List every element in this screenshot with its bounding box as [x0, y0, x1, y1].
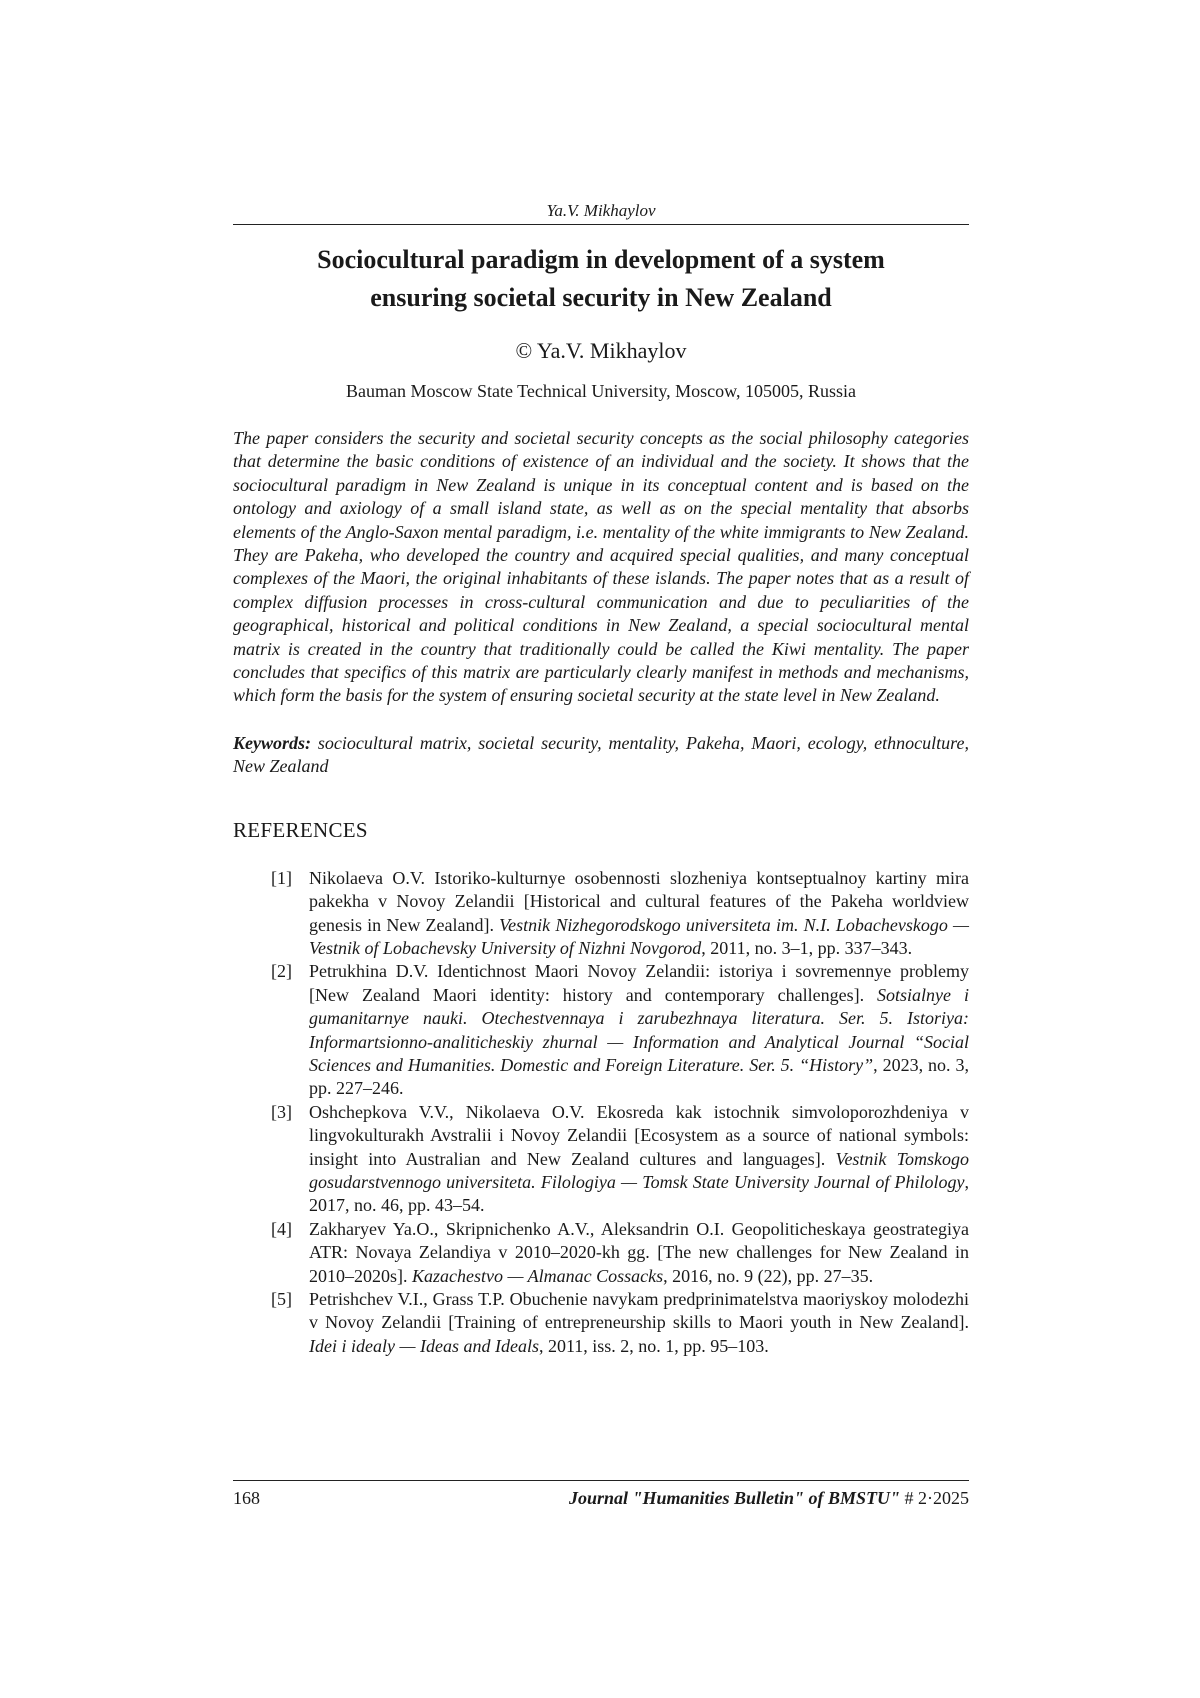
reference-item — [233, 960, 969, 1100]
keywords — [233, 732, 969, 779]
reference-item — [233, 1218, 969, 1288]
reference-text: Oshchepkova V.V., Nikolaeva O.V. Ekosreda kak istochnik simvoloporozhdeniya v lingvokulturakh Avstralii i Novoy Zelandii [Ecosystem as a source of national symbols: insight into Australian and New Zealand cultures and languages]. — [309, 1101, 969, 1169]
title-line-1: Sociocultural paradigm in development of a system — [317, 245, 885, 274]
abstract: The paper considers the security and societal security concepts as the social philosophy categories that determine the basic conditions of existence of an individual and the society. It shows that the sociocultural paradigm in New Zealand is unique in its conceptual content and is based on the ontology and axiology of a small island state, as well as on the special mentality that absorbs elements of the Anglo-Saxon mental paradigm, i.e. mentality of the white immigrants to New Zealand. They are Pakeha, who developed the country and acquired special qualities, and many conceptual complexes of the Maori, the original inhabitants of these islands. The paper notes that as a result of complex diffusion processes in cross-cultural communication and due to peculiarities of the geographical, historical and political conditions in New Zealand, a special sociocultural mental matrix is created in the country that traditionally could be called the Kiwi mentality. The paper concludes that specifics of this matrix are particularly clearly manifest in methods and mechanisms, which form the basis for the system of ensuring societal security at the state level in New Zealand. — [233, 428, 969, 706]
author: © Ya.V. Mikhaylov — [515, 338, 687, 363]
journal-info — [569, 1487, 969, 1509]
page-number: 168 — [233, 1488, 260, 1508]
reference-details: , 2023, no. 3, pp. 227–246. — [309, 1054, 970, 1099]
reference-source: Idei i idealy — Ideas and Ideals — [309, 1335, 539, 1356]
reference-source: Vestnik Tomskogo gosudarstvennogo universiteta. Filologiya — Tomsk State University Journal of Philology — [309, 1148, 970, 1192]
reference-details: , 2011, iss. 2, no. 1, pp. 95–103. — [538, 1335, 769, 1356]
reference-number: [3] — [271, 1101, 292, 1122]
keywords-label: Keywords: — [233, 732, 311, 753]
reference-source: Vestnik Nizhegorodskogo universiteta im. N.I. Lobachevskogo — Vestnik of Lobachevsky University of Nizhni Novgorod — [309, 914, 970, 958]
paper-page — [233, 200, 969, 1358]
references-list — [233, 867, 969, 1359]
title-line-2: ensuring societal security in New Zealand — [370, 283, 832, 312]
reference-text: Nikolaeva O.V. Istoriko-kulturnye osobennosti slozheniya kontseptualnoy kartiny mira pakekha v Novoy Zelandii [Historical and cultural features of the Pakeha worldview genesis in New Zealand]. — [309, 867, 969, 935]
reference-item — [233, 867, 969, 961]
reference-details: , 2011, no. 3–1, pp. 337–343. — [701, 937, 913, 958]
reference-number: [4] — [271, 1218, 292, 1239]
reference-text: Petrishchev V.I., Grass T.P. Obuchenie navykam predprinimatelstva maoriyskoy molodezhi v Novoy Zelandii [Training of entrepreneurship skills to Maori youth in New Zealand]. — [309, 1289, 969, 1333]
reference-item — [233, 1101, 969, 1218]
reference-text: Zakharyev Ya.O., Skripnichenko A.V., Aleksandrin O.I. Geopoliticheskaya geostrategiya ATR: Novaya Zelandiya v 2010–2020-kh gg. [The new challenges for New Zealand in 2010–2020s]. — [309, 1218, 969, 1286]
journal-issue: # 2·2025 — [904, 1488, 969, 1508]
reference-text: Petrukhina D.V. Identichnost Maori Novoy Zelandii: istoriya i sovremennye problemy [New Zealand Maori identity: history and contemporary challenges]. — [309, 961, 969, 1005]
paper-title — [233, 241, 969, 317]
page-footer — [233, 1480, 969, 1509]
reference-number: [1] — [271, 867, 292, 888]
reference-source: Kazachestvo — Almanac Cossacks — [412, 1265, 664, 1286]
journal-name: Journal "Humanities Bulletin" of BMSTU" — [568, 1488, 900, 1508]
reference-number: [5] — [271, 1289, 292, 1309]
reference-item — [233, 1288, 969, 1358]
reference-details: , 2017, no. 46, pp. 43–54. — [309, 1171, 969, 1216]
keywords-list: sociocultural matrix, societal security, mentality, Pakeha, Maori, ecology, ethnoculture, New Zealand — [233, 732, 969, 777]
reference-source: Sotsialnye i gumanitarnye nauki. Otechestvennaya i zarubezhnaya literatura. Ser. 5. Istoriya: Informartsionno-analiticheskiy zhurnal — Information and Analytical Journal “Social Sciences and Humanities. Domestic and Foreign Literature. Ser. 5. “History” — [309, 984, 969, 1075]
reference-details: , 2016, no. 9 (22), pp. 27–35. — [663, 1265, 874, 1286]
affiliation: Bauman Moscow State Technical University, Moscow, 105005, Russia — [345, 381, 856, 401]
running-head: Ya.V. Mikhaylov — [233, 200, 969, 225]
reference-number: [2] — [271, 961, 292, 982]
references-heading: REFERENCES — [233, 817, 368, 842]
